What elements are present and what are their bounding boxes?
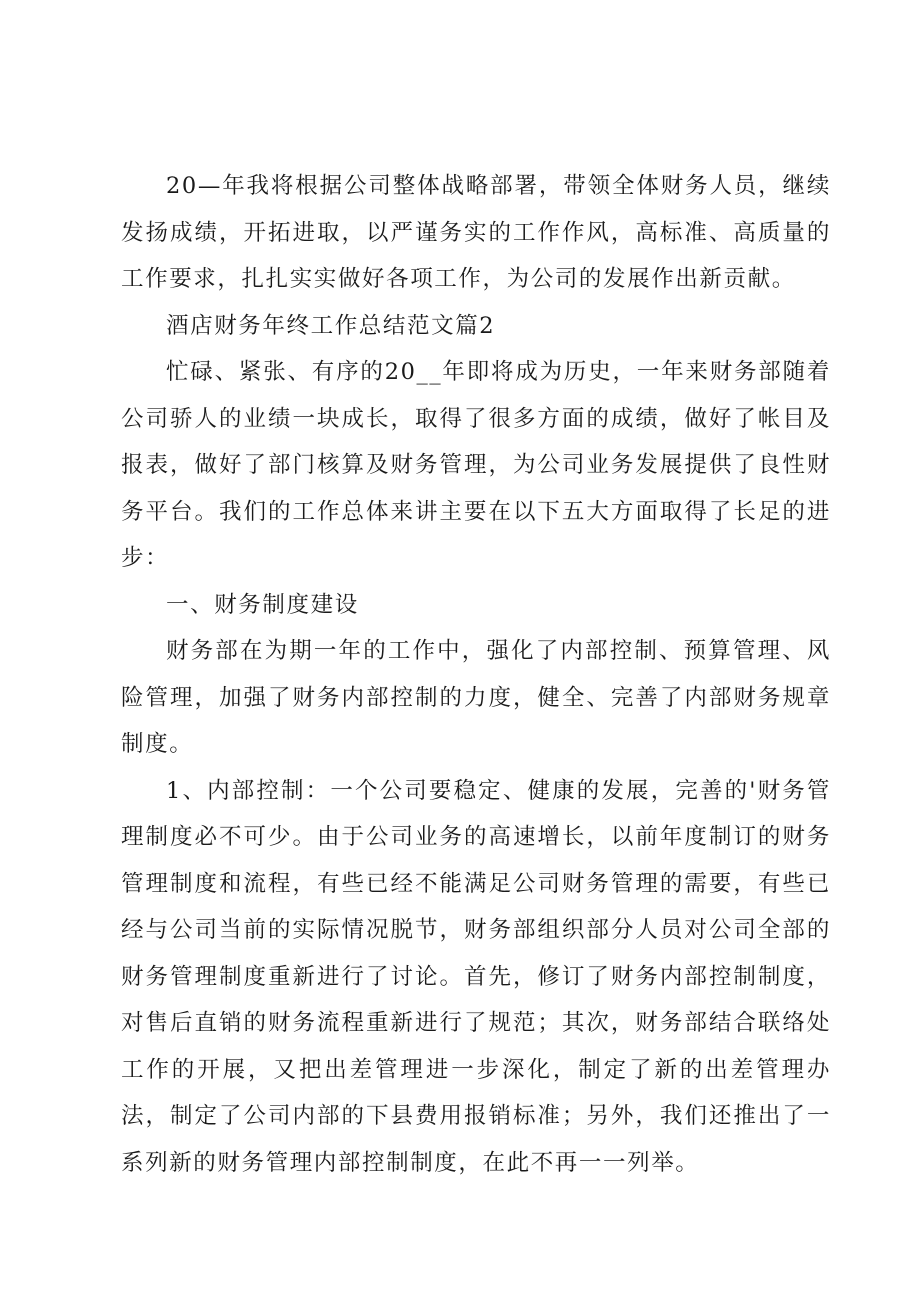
document-body: [121, 163, 831, 1186]
section-title: 酒店财务年终工作总结范文篇2: [166, 312, 496, 339]
paragraph-closing-statement: 20—年我将根据公司整体战略部署，带领全体财务人员，继续发扬成绩，开拓进取，以严谨务实的工作作风，高标准、高质量的工作要求，扎扎实实做好各项工作，为公司的发展作出新贡献。: [121, 173, 831, 292]
heading-financial-system: 一、财务制度建设: [166, 591, 359, 618]
paragraph-internal-control: 1、内部控制：一个公司要稳定、健康的发展，完善的'财务管理制度必不可少。由于公司业务的高速增长，以前年度制订的财务管理制度和流程，有些已经不能满足公司财务管理的需要，有些已经与公司当前的实际情况脱节，财务部组织部分人员对公司全部的财务管理制度重新进行了讨论。首先，修订了财务内部控制制度，对售后直销的财务流程重新进行了规范；其次，财务部结合联络处工作的开展，又把出差管理进一步深化，制定了新的出差管理办法，制定了公司内部的下县费用报销标准；另外，我们还推出了一系列新的财务管理内部控制制度，在此不再一一列举。: [121, 777, 831, 1176]
paragraph-financial-system: 财务部在为期一年的工作中，强化了内部控制、预算管理、风险管理，加强了财务内部控制的力度，健全、完善了内部财务规章制度。: [121, 638, 831, 757]
paragraph-intro: 忙碌、紧张、有序的20__年即将成为历史，一年来财务部随着公司骄人的业绩一块成长，取得了很多方面的成绩，做好了帐目及报表，做好了部门核算及财务管理，为公司业务发展提供了良性财务平台。我们的工作总体来讲主要在以下五大方面取得了长足的进步：: [121, 359, 831, 571]
